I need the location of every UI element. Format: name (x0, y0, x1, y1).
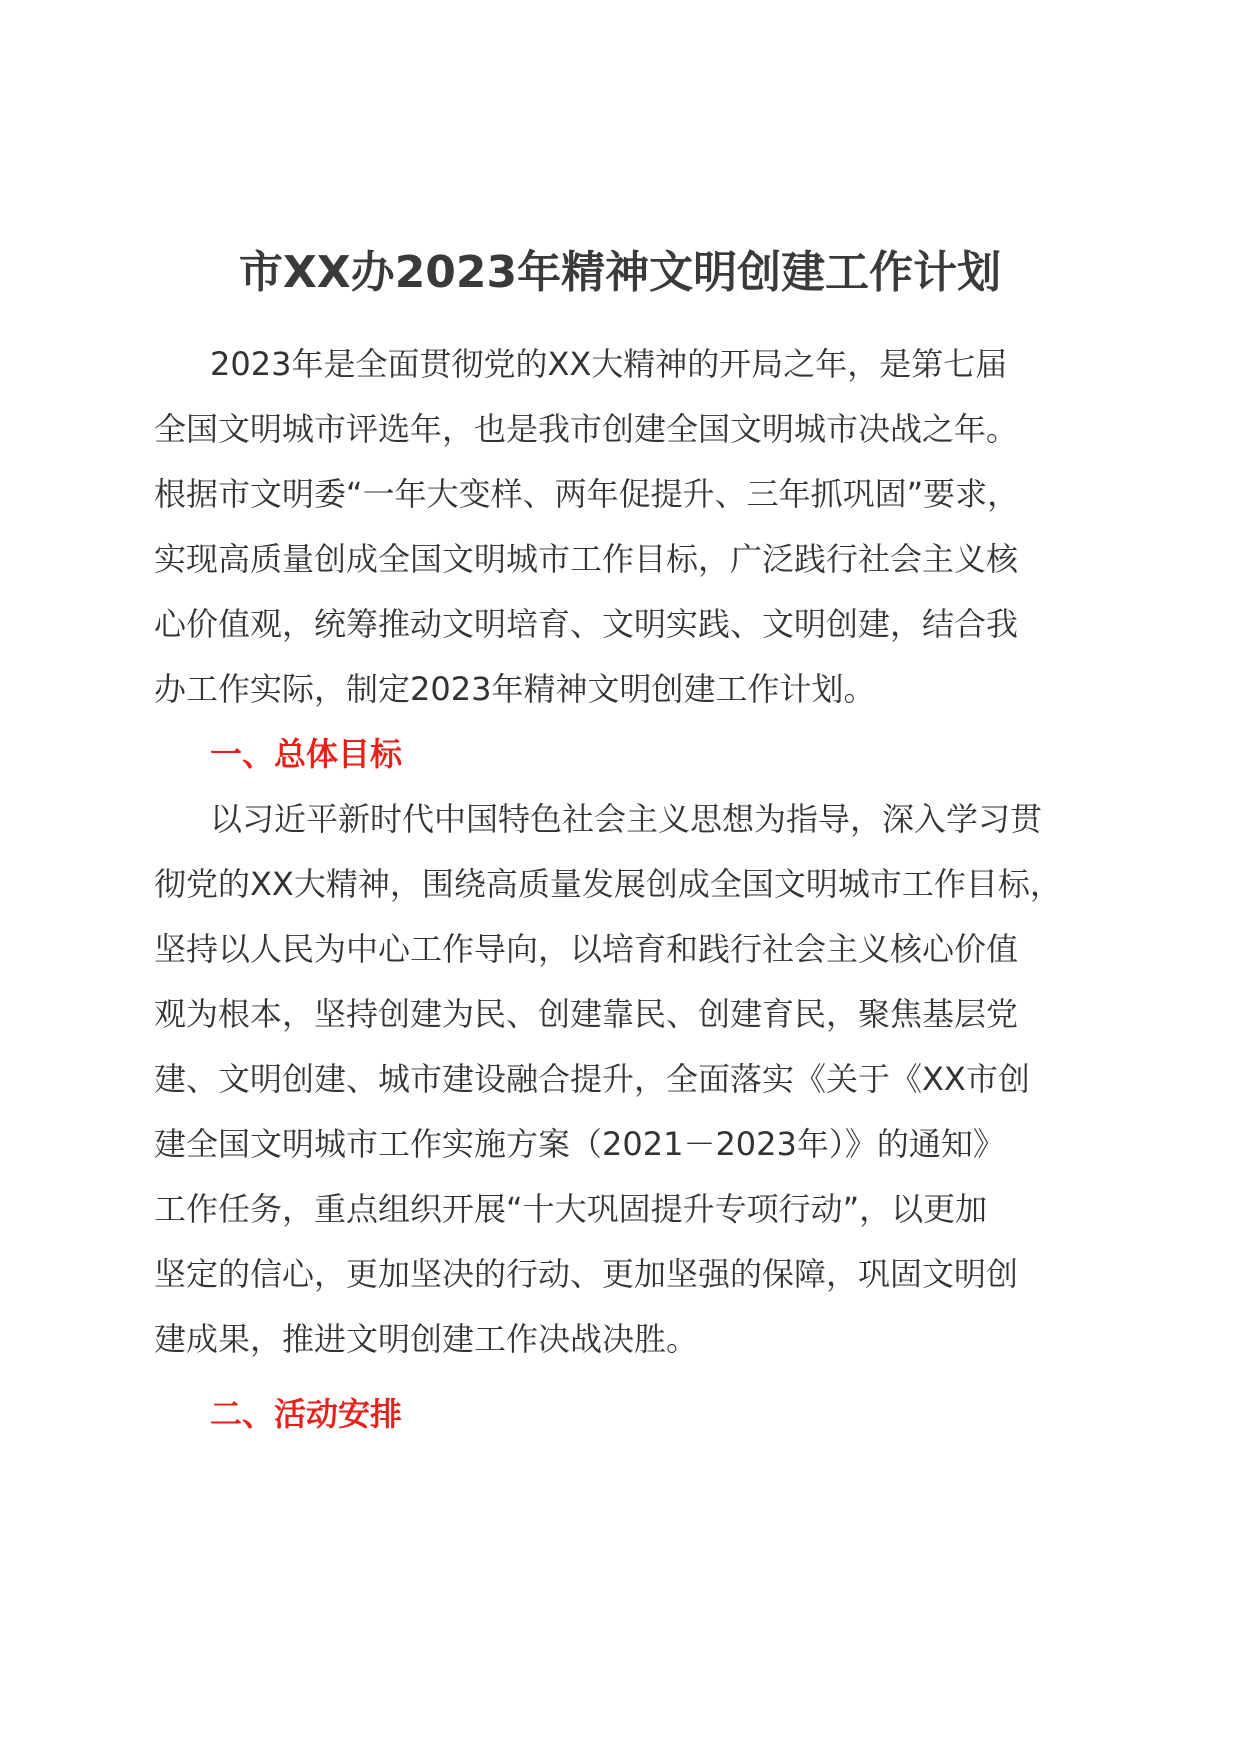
paragraph-line: 根据市文明委“一年大变样、两年促提升、三年抓巩固”要求， (154, 475, 1020, 513)
paragraph-line: 工作任务，重点组织开展“十大巩固提升专项行动”，以更加 (154, 1190, 988, 1228)
paragraph-overall-goal (154, 787, 1114, 1372)
section-heading-activity-arrangement: 二、活动安排 (210, 1395, 403, 1433)
paragraph-line: 观为根本，坚持创建为民、创建靠民、创建育民，聚焦基层党 (154, 995, 1019, 1033)
paragraph-line: 实现高质量创成全国文明城市工作目标，广泛践行社会主义核 (154, 540, 1019, 578)
paragraph-line: 坚定的信心，更加坚决的行动、更加坚强的保障，巩固文明创 (154, 1255, 1019, 1293)
paragraph-line: 心价值观，统筹推动文明培育、文明实践、文明创建，结合我 (154, 605, 1019, 643)
document-title: 市XX办2023年精神文明创建工作计划 (238, 247, 1002, 298)
paragraph-line: 建全国文明城市工作实施方案（2021－2023年）》的通知》 (154, 1125, 1005, 1163)
paragraph-line: 全国文明城市评选年，也是我市创建全国文明城市决战之年。 (154, 410, 1019, 448)
paragraph-intro (154, 332, 1114, 722)
paragraph-line: 以习近平新时代中国特色社会主义思想为指导，深入学习贯 (210, 800, 1043, 838)
section-heading-overall-goal: 一、总体目标 (210, 735, 403, 773)
paragraph-line: 建、文明创建、城市建设融合提升，全面落实《关于《XX市创 (154, 1060, 1030, 1098)
paragraph-line: 办工作实际，制定2023年精神文明创建工作计划。 (154, 670, 876, 708)
paragraph-line: 建成果，推进文明创建工作决战决胜。 (154, 1320, 699, 1358)
paragraph-line: 彻党的XX大精神，围绕高质量发展创成全国文明城市工作目标， (154, 865, 1062, 903)
paragraph-line: 2023年是全面贯彻党的XX大精神的开局之年，是第七届 (210, 345, 1008, 383)
paragraph-line: 坚持以人民为中心工作导向，以培育和践行社会主义核心价值 (154, 930, 1019, 968)
